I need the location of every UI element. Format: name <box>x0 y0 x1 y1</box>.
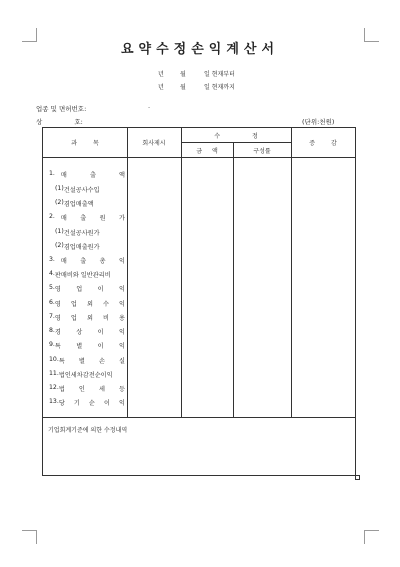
row-4 <box>49 270 125 279</box>
row-3-label: 매 출 총 익 <box>60 258 125 265</box>
row-4-label: 판매비와 일반관리비 <box>54 272 111 279</box>
row-9-num: 9. <box>49 341 55 348</box>
row-8-num: 8. <box>49 327 55 334</box>
row-2 <box>49 213 125 222</box>
row-12 <box>49 384 125 393</box>
body-bottom-line <box>43 417 355 418</box>
header-bottom-line <box>43 157 355 158</box>
row-12-label: 법 인 세 등 <box>58 386 125 393</box>
row-6-num: 6. <box>49 299 55 306</box>
crop-mark-bottom-right-v <box>364 530 365 544</box>
row-10 <box>49 356 125 365</box>
row-7-num: 7. <box>49 313 55 320</box>
row-11 <box>49 370 125 379</box>
header-amount: 금 액 <box>196 148 218 155</box>
row-1-2-label: 겸업매출액 <box>63 201 94 208</box>
row-2-2-label: 겸업매출원가 <box>63 244 100 251</box>
col-divider-4 <box>291 128 292 417</box>
row-9-label: 특 별 이 익 <box>54 343 125 350</box>
row-2-label: 매 출 원 가 <box>60 215 125 222</box>
col-divider-1 <box>127 128 128 417</box>
row-5-label: 영 업 이 익 <box>54 286 125 293</box>
row-6-label: 영 업 외 수 익 <box>54 301 125 308</box>
row-2-2-num: (2) <box>55 242 64 249</box>
col-divider-2 <box>181 128 182 417</box>
row-2-num: 2. <box>49 213 55 220</box>
row-2-2 <box>49 242 125 251</box>
header-item: 과 목 <box>71 140 99 147</box>
row-13-num: 13. <box>49 398 59 405</box>
crop-mark-bottom-left-h <box>22 530 36 531</box>
row-11-label: 법인세차감전순이익 <box>58 372 113 379</box>
row-3 <box>49 256 125 265</box>
row-8-label: 경 상 이 익 <box>54 329 125 336</box>
row-6 <box>49 299 125 308</box>
row-1-2-num: (2) <box>55 199 64 206</box>
page-title: 요약수정손익계산서 <box>120 42 280 57</box>
crop-mark-bottom-right-h <box>365 530 379 531</box>
row-13-label: 당 기 순 이 익 <box>58 400 125 407</box>
row-7-label: 영 업 외 비 용 <box>54 315 125 322</box>
row-1-1-label: 건설공사수입 <box>63 187 100 194</box>
row-5-num: 5. <box>49 284 55 291</box>
period-to-day: 일 현재까지 <box>204 84 235 91</box>
row-13 <box>49 398 125 407</box>
income-statement-table <box>42 127 356 476</box>
business-dot: . <box>148 102 151 110</box>
row-4-num: 4. <box>49 270 55 277</box>
company-label: 상 호: <box>36 118 83 126</box>
row-9 <box>49 341 125 350</box>
business-label: 업종 및 면허번호: <box>36 105 87 113</box>
col-divider-3 <box>233 142 234 417</box>
period-from-month: 월 <box>180 71 186 78</box>
row-10-label: 특 별 손 실 <box>58 358 125 365</box>
row-10-num: 10. <box>49 356 59 363</box>
crop-mark-bottom-left-v <box>36 530 37 544</box>
period-to-month: 월 <box>180 84 186 91</box>
row-2-1 <box>49 228 125 237</box>
row-1-1 <box>49 185 125 194</box>
row-11-num: 11. <box>49 370 59 377</box>
row-8 <box>49 327 125 336</box>
adjustment-split-line <box>181 142 291 143</box>
row-1-2 <box>49 199 125 208</box>
header-adjustment: 수 정 <box>214 133 258 140</box>
header-ratio: 구성률 <box>253 148 271 155</box>
row-12-num: 12. <box>49 384 59 391</box>
header-company-presented: 회사제시 <box>142 140 166 147</box>
row-2-1-num: (1) <box>55 228 64 235</box>
unit-label: (단위:천원) <box>302 118 335 126</box>
row-1 <box>49 170 125 179</box>
row-1-num: 1. <box>49 170 55 177</box>
row-3-num: 3. <box>49 256 55 263</box>
header-difference: 증 감 <box>309 140 337 147</box>
row-5 <box>49 284 125 293</box>
period-to-year: 년 <box>158 84 164 91</box>
row-2-1-label: 건설공사원가 <box>63 230 100 237</box>
adjustment-note: 기업회계기준에 의한 수정내역 <box>48 427 128 434</box>
row-1-label: 매 출 액 <box>60 172 125 179</box>
row-1-1-num: (1) <box>55 185 64 192</box>
period-from-day: 일 현재부터 <box>204 71 235 78</box>
period-from-year: 년 <box>158 71 164 78</box>
resize-handle[interactable] <box>355 475 360 480</box>
row-7 <box>49 313 125 322</box>
